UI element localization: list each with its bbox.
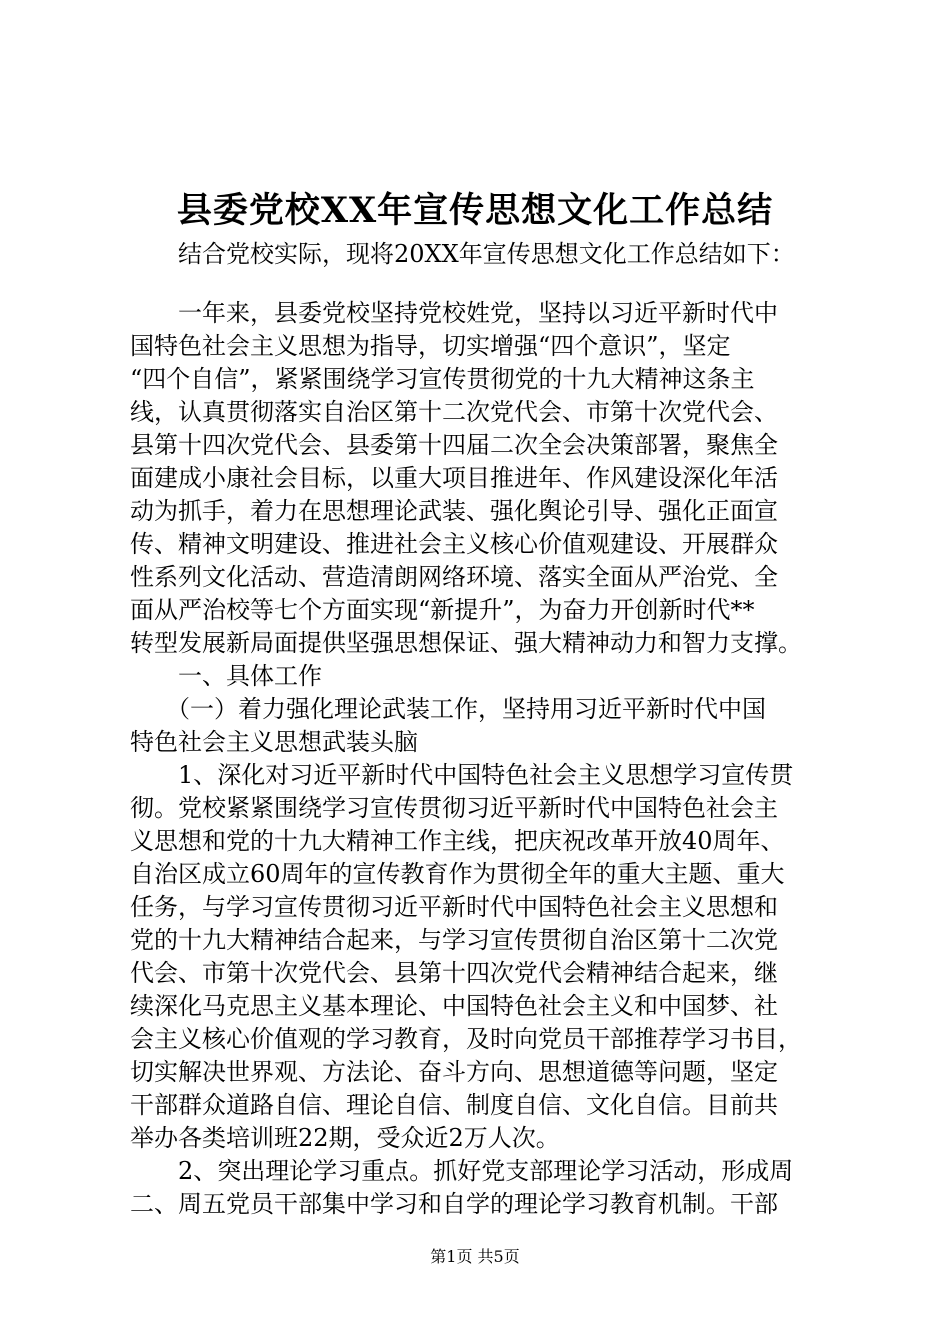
- paragraph-line: 党的十九大精神结合起来，与学习宣传贯彻自治区第十二次党: [130, 926, 778, 954]
- paragraph-line: 面建成小康社会目标，以重大项目推进年、作风建设深化年活: [130, 464, 778, 492]
- paragraph-line: 1、深化对习近平新时代中国特色社会主义思想学习宣传贯: [130, 761, 794, 789]
- paragraph-line: 续深化马克思主义基本理论、中国特色社会主义和中国梦、社: [130, 992, 778, 1020]
- subsection-heading: [130, 693, 850, 759]
- paragraph-line: 切实解决世界观、方法论、奋斗方向、思想道德等问题，坚定: [130, 1058, 778, 1086]
- paragraph-line: 举办各类培训班22期，受众近2万人次。: [130, 1124, 560, 1152]
- paragraph-line: 代会、市第十次党代会、县第十四次党代会精神结合起来，继: [130, 959, 778, 987]
- subsection-line: （一）着力强化理论武装工作，坚持用习近平新时代中国: [130, 695, 766, 723]
- paragraph-line: 会主义核心价值观的学习教育，及时向党员干部推荐学习书目，: [130, 1025, 802, 1053]
- paragraph-line: 彻。党校紧紧围绕学习宣传贯彻习近平新时代中国特色社会主: [130, 794, 778, 822]
- paragraph-line: 面从严治校等七个方面实现“新提升”，为奋力开创新时代**: [130, 596, 755, 624]
- intro-line: 结合党校实际，现将20XX年宣传思想文化工作总结如下：: [130, 240, 795, 268]
- paragraph-line: 自治区成立60周年的宣传教育作为贯彻全年的重大主题、重大: [130, 860, 785, 888]
- paragraph-line: 性系列文化活动、营造清朗网络环境、落实全面从严治党、全: [130, 563, 778, 591]
- section-heading-line: 一、具体工作: [130, 662, 322, 690]
- intro-paragraph: [130, 238, 850, 271]
- paragraph-line: 干部群众道路自信、理论自信、制度自信、文化自信。目前共: [130, 1091, 778, 1119]
- subsection-line: 特色社会主义思想武装头脑: [130, 728, 418, 756]
- paragraph-line: 二、周五党员干部集中学习和自学的理论学习教育机制。干部: [130, 1190, 778, 1218]
- paragraph-line: 传、精神文明建设、推进社会主义核心价值观建设、开展群众: [130, 530, 778, 558]
- paragraph-line: 国特色社会主义思想为指导，切实增强“四个意识”，坚定: [130, 332, 731, 360]
- paragraph-line: 义思想和党的十九大精神工作主线，把庆祝改革开放40周年、: [130, 827, 785, 855]
- paragraph-line: 任务，与学习宣传贯彻习近平新时代中国特色社会主义思想和: [130, 893, 778, 921]
- paragraph-line: “四个自信”，紧紧围绕学习宣传贯彻党的十九大精神这条主: [130, 365, 755, 393]
- section-heading: [130, 660, 850, 693]
- summary-paragraph: [130, 297, 850, 660]
- paragraph-line: 2、突出理论学习重点。抓好党支部理论学习活动，形成周: [130, 1157, 794, 1185]
- paragraph-line: 动为抓手，着力在思想理论武装、强化舆论引导、强化正面宣: [130, 497, 778, 525]
- page-footer: 第1页 共5页: [430, 1247, 520, 1266]
- item-1-paragraph: [130, 759, 850, 1155]
- paragraph-line: 线，认真贯彻落实自治区第十二次党代会、市第十次党代会、: [130, 398, 778, 426]
- paragraph-line: 县第十四次党代会、县委第十四届二次全会决策部署，聚焦全: [130, 431, 778, 459]
- paragraph-line: 转型发展新局面提供坚强思想保证、强大精神动力和智力支撑。: [130, 629, 802, 657]
- paragraph-line: 一年来，县委党校坚持党校姓党，坚持以习近平新时代中: [130, 299, 778, 327]
- item-2-paragraph: [130, 1155, 850, 1221]
- document-title: 县委党校XX年宣传思想文化工作总结: [176, 190, 774, 231]
